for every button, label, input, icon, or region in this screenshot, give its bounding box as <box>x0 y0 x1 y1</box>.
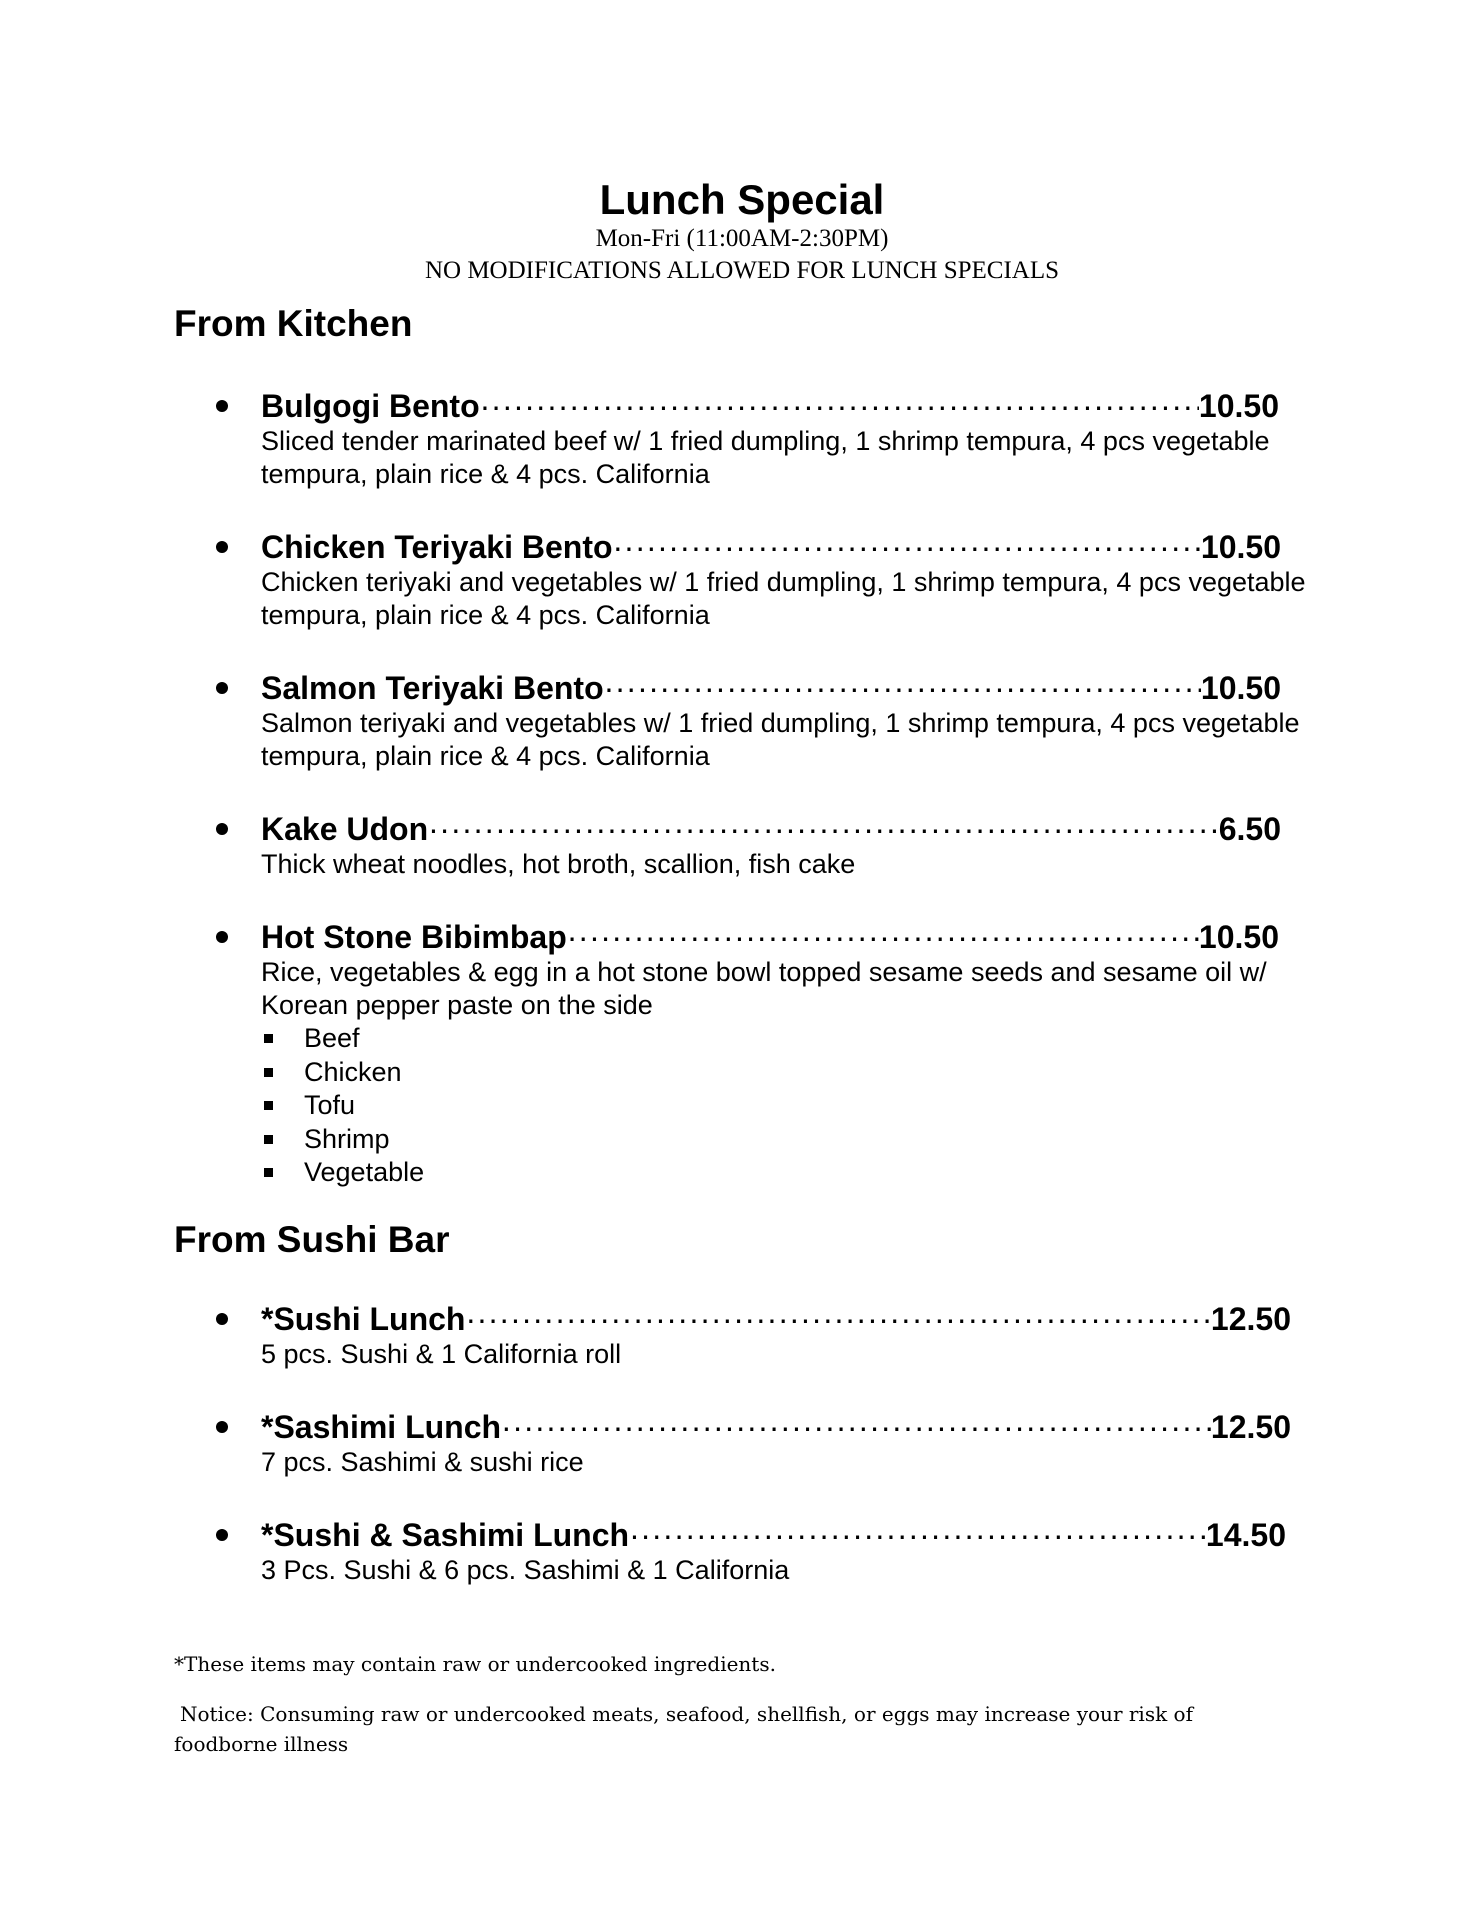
dot-leader <box>567 916 1199 958</box>
option-item <box>261 1022 424 1056</box>
item-title-line <box>261 1298 1291 1340</box>
item-price: 10.50 <box>1200 529 1281 565</box>
dot-leader <box>613 526 1201 568</box>
item-price: 10.50 <box>1198 388 1279 424</box>
dot-leader <box>428 808 1219 850</box>
option-item <box>261 1156 424 1190</box>
item-description: Sliced tender marinated beef w/ 1 fried dumpling, 1 shrimp tempura, 4 pcs vegetable tempura, plain rice & 4 pcs. California <box>261 426 1270 489</box>
bullet-icon <box>216 682 228 694</box>
option-label: Vegetable <box>304 1157 425 1187</box>
bullet-icon <box>216 931 228 943</box>
dot-leader <box>501 1406 1211 1448</box>
item-title-line <box>261 1406 1291 1448</box>
bullet-icon <box>216 400 228 412</box>
section-heading-sushi-bar: From Sushi Bar <box>174 1219 450 1260</box>
option-label: Shrimp <box>304 1123 390 1154</box>
item-name: Salmon Teriyaki Bento <box>261 670 604 706</box>
item-title-line <box>261 526 1281 568</box>
item-title-line <box>261 385 1279 427</box>
square-bullet-icon <box>264 1168 273 1177</box>
item-price: 12.50 <box>1210 1301 1291 1337</box>
item-price: 6.50 <box>1218 811 1281 847</box>
item-title-line <box>261 808 1281 850</box>
raw-items-footnote: *These items may contain raw or undercooked ingredients. <box>174 1652 776 1676</box>
square-bullet-icon <box>264 1034 273 1043</box>
item-description: Thick wheat noodles, hot broth, scallion, fish cake <box>261 849 856 879</box>
page-title: Lunch Special <box>599 176 885 223</box>
item-name: Kake Udon <box>261 811 429 847</box>
dot-leader <box>629 1514 1206 1556</box>
lunch-hours: Mon-Fri (11:00AM-2:30PM) <box>595 225 889 252</box>
item-price: 14.50 <box>1205 1517 1286 1553</box>
option-label: Chicken <box>304 1056 402 1087</box>
item-price: 12.50 <box>1210 1409 1291 1445</box>
item-description: Chicken teriyaki and vegetables w/ 1 fried dumpling, 1 shrimp tempura, 4 pcs vegetable tempura, plain rice & 4 pcs. California <box>261 567 1306 630</box>
item-name: *Sushi Lunch <box>261 1301 466 1337</box>
option-item <box>261 1089 424 1123</box>
section-heading-kitchen: From Kitchen <box>174 303 413 344</box>
option-item <box>261 1056 424 1090</box>
bullet-icon <box>216 541 228 553</box>
option-label: Beef <box>304 1023 360 1053</box>
item-title-line <box>261 916 1279 958</box>
foodborne-illness-notice <box>174 1699 1274 1759</box>
dot-leader <box>465 1298 1210 1340</box>
protein-options-list <box>261 1022 424 1190</box>
option-item <box>261 1123 424 1157</box>
item-name: Hot Stone Bibimbap <box>261 919 567 955</box>
item-description: 5 pcs. Sushi & 1 California roll <box>261 1339 622 1369</box>
no-modifications-notice: NO MODIFICATIONS ALLOWED FOR LUNCH SPECIALS <box>424 257 1060 284</box>
item-description: 3 Pcs. Sushi & 6 pcs. Sashimi & 1 California <box>261 1555 790 1585</box>
option-label: Tofu <box>304 1090 356 1120</box>
item-description: Rice, vegetables & egg in a hot stone bowl topped sesame seeds and sesame oil w/ Korean pepper paste on the side <box>261 957 1267 1020</box>
bullet-icon <box>216 1529 228 1541</box>
item-name: *Sashimi Lunch <box>261 1409 502 1445</box>
item-description: 7 pcs. Sashimi & sushi rice <box>261 1447 584 1477</box>
bullet-icon <box>216 1313 228 1325</box>
item-title-line <box>261 1514 1286 1556</box>
bullet-icon <box>216 1421 228 1433</box>
item-title-line <box>261 667 1281 709</box>
square-bullet-icon <box>264 1068 273 1077</box>
square-bullet-icon <box>264 1101 273 1110</box>
square-bullet-icon <box>264 1135 273 1144</box>
bullet-icon <box>216 823 228 835</box>
dot-leader <box>480 385 1199 427</box>
dot-leader <box>604 667 1201 709</box>
item-name: *Sushi & Sashimi Lunch <box>261 1517 630 1553</box>
item-name: Chicken Teriyaki Bento <box>261 529 613 565</box>
item-description: Salmon teriyaki and vegetables w/ 1 fried dumpling, 1 shrimp tempura, 4 pcs vegetable tempura, plain rice & 4 pcs. California <box>261 708 1300 771</box>
notice-text: Notice: Consuming raw or undercooked meats, seafood, shellfish, or eggs may increase your risk of foodborne illness <box>174 1702 1193 1756</box>
item-price: 10.50 <box>1198 919 1279 955</box>
item-name: Bulgogi Bento <box>261 388 480 424</box>
item-price: 10.50 <box>1200 670 1281 706</box>
